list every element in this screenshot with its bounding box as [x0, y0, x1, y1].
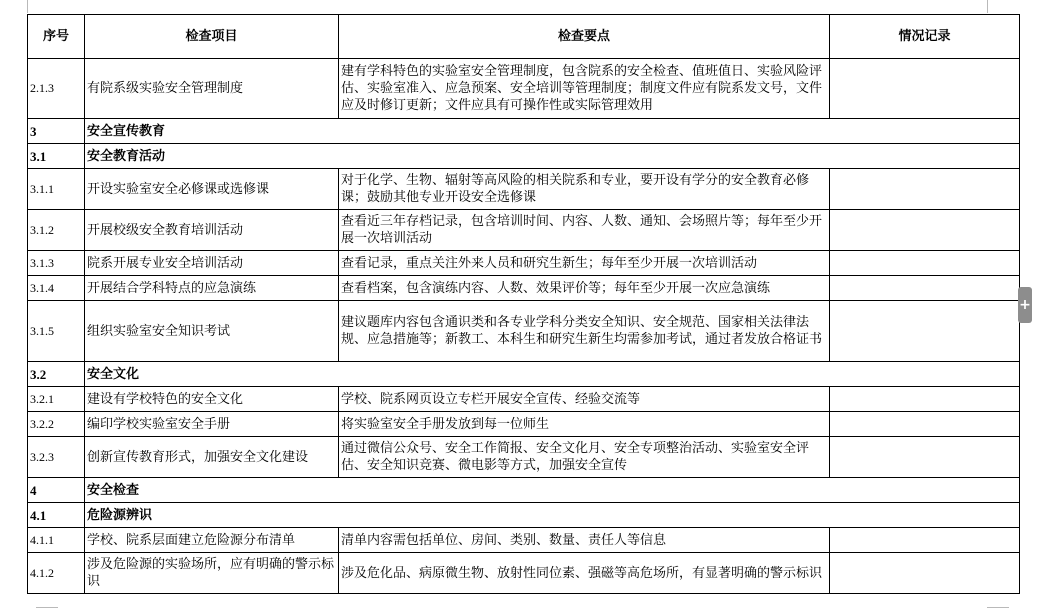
points-cell[interactable]: 对于化学、生物、辐射等高风险的相关院系和专业，要开设有学分的安全教育必修课；鼓励其他专业开设安全选修课	[339, 169, 830, 210]
points-cell[interactable]: 学校、院系网页设立专栏开展安全宣传、经验交流等	[339, 387, 830, 412]
table-row	[28, 387, 1020, 412]
record-cell[interactable]	[830, 437, 1020, 478]
plus-icon: +	[1019, 297, 1031, 313]
points-cell[interactable]: 涉及危化品、病原微生物、放射性同位素、强磁等高危场所，有显著明确的警示标识	[339, 553, 830, 594]
seq-cell[interactable]: 2.1.3	[28, 59, 85, 119]
item-cell[interactable]: 涉及危险源的实验场所，应有明确的警示标识	[85, 553, 339, 594]
record-cell[interactable]	[830, 553, 1020, 594]
seq-cell[interactable]: 3.2.2	[28, 412, 85, 437]
table-row	[28, 251, 1020, 276]
header-seq: 序号	[28, 15, 85, 59]
table-row	[28, 553, 1020, 594]
page-corner-mark	[27, 0, 28, 13]
seq-cell[interactable]: 3	[28, 119, 85, 144]
item-cell[interactable]: 开展结合学科特点的应急演练	[85, 276, 339, 301]
table-row	[28, 59, 1020, 119]
record-cell[interactable]	[830, 387, 1020, 412]
seq-cell[interactable]: 3.2.1	[28, 387, 85, 412]
record-cell[interactable]	[830, 169, 1020, 210]
points-cell[interactable]: 建有学科特色的实验室安全管理制度，包含院系的安全检查、值班值日、实验风险评估、实验室准入、应急预案、安全培训等管理制度；制度文件应有院系发文号，文件应及时修订更新；文件应具有可操作性或实际管理效用	[339, 59, 830, 119]
record-cell[interactable]	[830, 276, 1020, 301]
table-row	[28, 169, 1020, 210]
seq-cell[interactable]: 4.1	[28, 503, 85, 528]
points-cell[interactable]: 通过微信公众号、安全工作简报、安全文化月、安全专项整治活动、实验室安全评估、安全知识竞赛、微电影等方式，加强安全宣传	[339, 437, 830, 478]
section-title-cell[interactable]: 安全检查	[85, 478, 1020, 503]
record-cell[interactable]	[830, 210, 1020, 251]
seq-cell[interactable]: 3.2.3	[28, 437, 85, 478]
item-cell[interactable]: 学校、院系层面建立危险源分布清单	[85, 528, 339, 553]
seq-cell[interactable]: 3.1.3	[28, 251, 85, 276]
item-cell[interactable]: 开展校级安全教育培训活动	[85, 210, 339, 251]
section-title-cell[interactable]: 安全文化	[85, 362, 1020, 387]
table-row	[28, 301, 1020, 362]
page-corner-mark	[36, 607, 58, 608]
table-row	[28, 412, 1020, 437]
seq-cell[interactable]: 3.2	[28, 362, 85, 387]
points-cell[interactable]: 查看档案，包含演练内容、人数、效果评价等；每年至少开展一次应急演练	[339, 276, 830, 301]
record-cell[interactable]	[830, 251, 1020, 276]
item-cell[interactable]: 建设有学校特色的安全文化	[85, 387, 339, 412]
seq-cell[interactable]: 4.1.1	[28, 528, 85, 553]
item-cell[interactable]: 组织实验室安全知识考试	[85, 301, 339, 362]
header-record: 情况记录	[830, 15, 1020, 59]
section-row	[28, 144, 1020, 169]
table-row	[28, 528, 1020, 553]
item-cell[interactable]: 有院系级实验安全管理制度	[85, 59, 339, 119]
inspection-table	[27, 14, 1020, 594]
section-title-cell[interactable]: 安全宣传教育	[85, 119, 1020, 144]
table-row	[28, 210, 1020, 251]
seq-cell[interactable]: 3.1.5	[28, 301, 85, 362]
item-cell[interactable]: 院系开展专业安全培训活动	[85, 251, 339, 276]
record-cell[interactable]	[830, 59, 1020, 119]
table-row	[28, 276, 1020, 301]
record-cell[interactable]	[830, 301, 1020, 362]
section-title-cell[interactable]: 危险源辨识	[85, 503, 1020, 528]
points-cell[interactable]: 清单内容需包括单位、房间、类别、数量、责任人等信息	[339, 528, 830, 553]
table-row	[28, 437, 1020, 478]
header-points: 检查要点	[339, 15, 830, 59]
seq-cell[interactable]: 3.1.4	[28, 276, 85, 301]
points-cell[interactable]: 建议题库内容包含通识类和各专业学科分类安全知识、安全规范、国家相关法律法规、应急措施等；新教工、本科生和研究生新生均需参加考试，通过者发放合格证书	[339, 301, 830, 362]
record-cell[interactable]	[830, 528, 1020, 553]
section-row	[28, 119, 1020, 144]
item-cell[interactable]: 创新宣传教育形式，加强安全文化建设	[85, 437, 339, 478]
seq-cell[interactable]: 4	[28, 478, 85, 503]
page-corner-mark	[987, 0, 988, 13]
seq-cell[interactable]: 3.1.1	[28, 169, 85, 210]
item-cell[interactable]: 编印学校实验室安全手册	[85, 412, 339, 437]
section-row	[28, 362, 1020, 387]
record-cell[interactable]	[830, 412, 1020, 437]
seq-cell[interactable]: 3.1.2	[28, 210, 85, 251]
header-item: 检查项目	[85, 15, 339, 59]
expand-tab-button[interactable]	[1018, 287, 1032, 323]
points-cell[interactable]: 查看近三年存档记录，包含培训时间、内容、人数、通知、会场照片等；每年至少开展一次培训活动	[339, 210, 830, 251]
section-row	[28, 478, 1020, 503]
header-row	[28, 15, 1020, 59]
seq-cell[interactable]: 3.1	[28, 144, 85, 169]
seq-cell[interactable]: 4.1.2	[28, 553, 85, 594]
points-cell[interactable]: 查看记录，重点关注外来人员和研究生新生；每年至少开展一次培训活动	[339, 251, 830, 276]
item-cell[interactable]: 开设实验室安全必修课或选修课	[85, 169, 339, 210]
section-title-cell[interactable]: 安全教育活动	[85, 144, 1020, 169]
section-row	[28, 503, 1020, 528]
page-corner-mark	[987, 607, 1009, 608]
points-cell[interactable]: 将实验室安全手册发放到每一位师生	[339, 412, 830, 437]
